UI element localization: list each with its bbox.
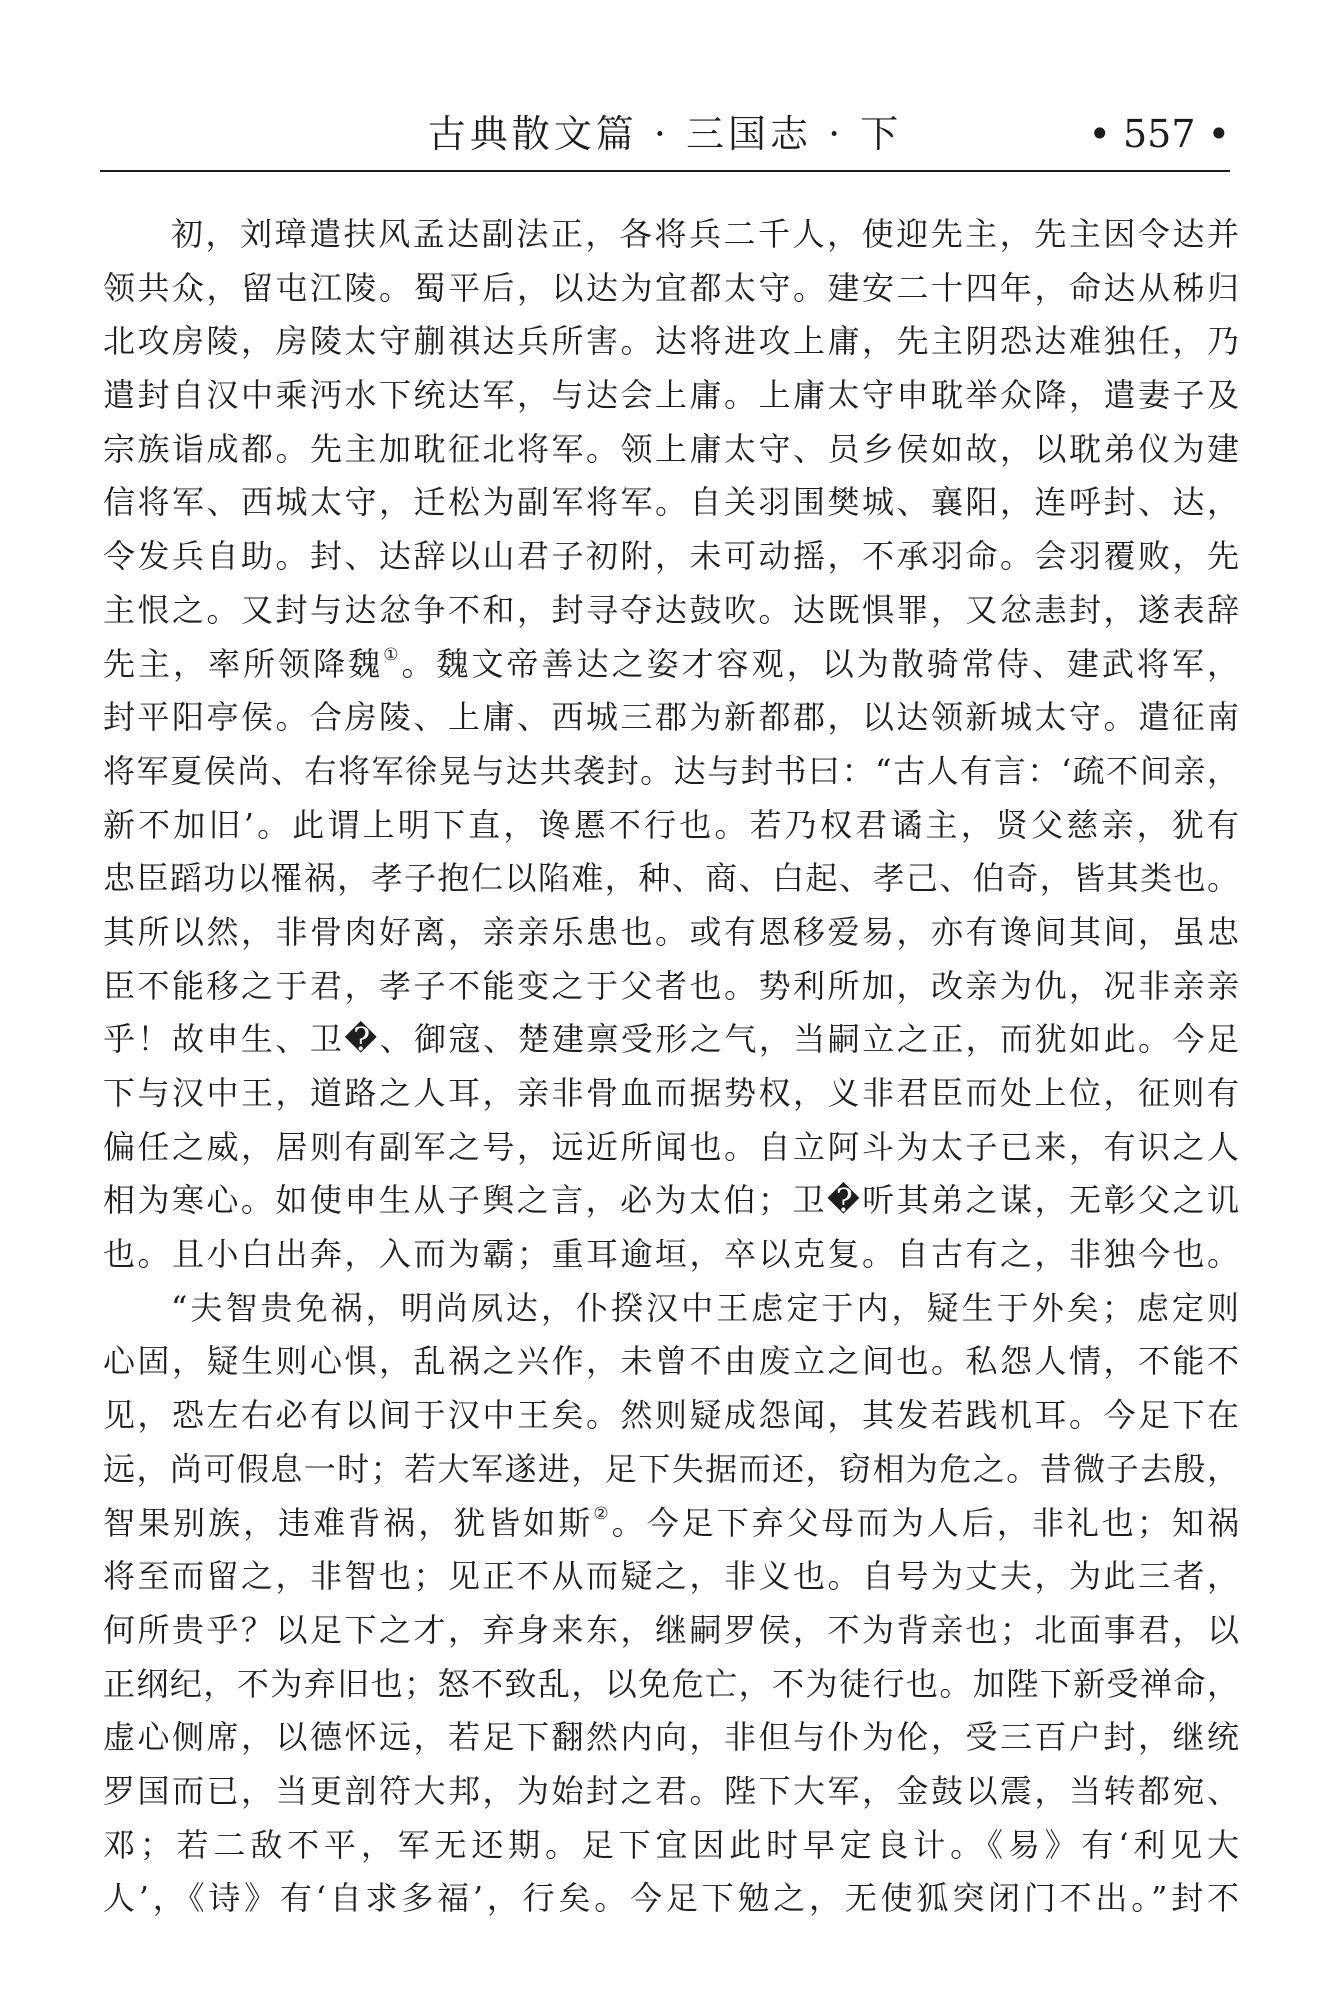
running-header	[100, 105, 1230, 165]
text-line: 也。且小白出奔，入而为霸；重耳逾垣，卒以克复。自古有之，非独今也。	[103, 1235, 1239, 1274]
text-line: 北攻房陵，房陵太守蒯祺达兵所害。达将进攻上庸，先主阴恐达难独任，乃	[103, 322, 1239, 361]
text-line: 正纲纪，不为弃旧也；怒不致乱，以免危亡，不为徒行也。加陛下新受禅命，	[103, 1664, 1239, 1703]
text-line: 将军夏侯尚、右将军徐晃与达共袭封。达与封书曰：“古人有言：‘疏不间亲，	[103, 751, 1239, 790]
text-line: 遣封自汉中乘沔水下统达军，与达会上庸。上庸太守申耽举众降，遣妻子及	[103, 376, 1239, 415]
text-line: 罗国而已，当更剖符大邦，为始封之君。陛下大军，金鼓以震，当转都宛、	[103, 1771, 1239, 1810]
text-line: 忠臣蹈功以罹祸，孝子抱仁以陷难，种、商、白起、孝己、伯奇，皆其类也。	[103, 859, 1239, 898]
text-line: 其所以然，非骨肉好离，亲亲乐患也。或有恩移爱易，亦有谗间其间，虽忠	[103, 912, 1239, 951]
text-segment: 先主，率所领降魏	[103, 644, 384, 683]
text-line: 领共众，留屯江陵。蜀平后，以达为宜都太守。建安二十四年，命达从秭归	[103, 268, 1239, 307]
footnote-marker: ①	[383, 644, 402, 665]
text-line: 将至而留之，非智也；见正不从而疑之，非义也。自号为丈夫，为此三者，	[103, 1557, 1239, 1596]
text-line	[103, 638, 1239, 692]
text-line: 乎！故申生、卫�、御寇、楚建禀受形之气，当嗣立之正，而犹如此。今足	[103, 1020, 1239, 1059]
text-line: 封平阳亭侯。合房陵、上庸、西城三郡为新都郡，以达领新城太守。遣征南	[103, 698, 1239, 737]
header-title: 古典散文篇 · 三国志 · 下	[427, 112, 903, 156]
text-segment: 智果别族，违难背祸，犹皆如斯	[103, 1503, 594, 1542]
text-line: 宗族诣成都。先主加耽征北将军。领上庸太守、员乡侯如故，以耽弟仪为建	[103, 429, 1239, 468]
body-text	[103, 208, 1239, 1926]
text-line: 相为寒心。如使申生从子舆之言，必为太伯；卫�听其弟之谋，无彰父之讥	[103, 1181, 1239, 1220]
text-line: 心固，疑生则心惧，乱祸之兴作，未曾不由废立之间也。私怨人情，不能不	[103, 1342, 1239, 1381]
text-segment: 。今足下弃父母而为人后，非礼也；知祸	[611, 1503, 1239, 1542]
text-line: 人’，《诗》有‘自求多福’，行矣。今足下勉之，无使狐突闭门不出。”封不	[103, 1879, 1239, 1918]
text-line: 远，尚可假息一时；若大军遂进，足下失据而还，窃相为危之。昔微子去殷，	[103, 1449, 1239, 1488]
text-line: 偏任之威，居则有副军之号，远近所闻也。自立阿斗为太子已来，有识之人	[103, 1127, 1239, 1166]
text-line: 令发兵自助。封、达辞以山君子初附，未可动摇，不承羽命。会羽覆败，先	[103, 537, 1239, 576]
text-line: 信将军、西城太守，迁松为副军将军。自关羽围樊城、襄阳，连呼封、达，	[103, 483, 1239, 522]
header-rule	[100, 170, 1230, 172]
text-line: 何所贵乎？以足下之才，弃身来东，继嗣罗侯，不为背亲也；北面事君，以	[103, 1610, 1239, 1649]
page-number: • 557 •	[1088, 112, 1230, 156]
text-line: 虚心侧席，以德怀远，若足下翻然内向，非但与仆为伦，受三百户封，继统	[103, 1718, 1239, 1757]
text-line: 初，刘璋遣扶风孟达副法正，各将兵二千人，使迎先主，先主因令达并	[171, 215, 1239, 253]
text-line: “夫智贵免祸，明尚夙达，仆揆汉中王虑定于内，疑生于外矣；虑定则	[171, 1288, 1239, 1327]
text-line	[103, 1497, 1239, 1551]
text-line: 臣不能移之于君，孝子不能变之于父者也。势利所加，改亲为仇，况非亲亲	[103, 966, 1239, 1005]
text-line: 邓；若二敌不平，军无还期。足下宜因此时早定良计。《易》有‘利见大	[103, 1825, 1239, 1864]
text-line: 主恨之。又封与达忿争不和，封寻夺达鼓吹。达既惧罪，又忿恚封，遂表辞	[103, 590, 1239, 629]
text-segment: 。魏文帝善达之姿才容观，以为散骑常侍、建武将军，	[401, 644, 1239, 683]
text-line: 新不加旧’。此谓上明下直，谗慝不行也。若乃权君谲主，贤父慈亲，犹有	[103, 805, 1239, 844]
text-line: 见，恐左右必有以间于汉中王矣。然则疑成怨闻，其发若践机耳。今足下在	[103, 1396, 1239, 1435]
text-line: 下与汉中王，道路之人耳，亲非骨血而据势权，义非君臣而处上位，征则有	[103, 1074, 1239, 1112]
footnote-marker: ②	[593, 1503, 612, 1524]
